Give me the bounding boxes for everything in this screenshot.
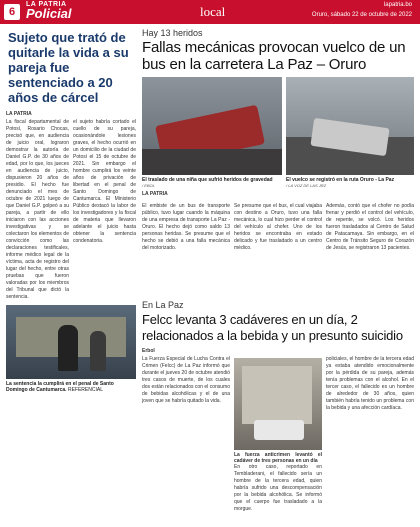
lower-col1: [142, 356, 230, 513]
brand-logo: [26, 1, 72, 20]
page-header: [0, 0, 420, 24]
top-kicker: Hay 13 heridos: [142, 28, 203, 38]
photo-building: [242, 366, 312, 424]
caption-1-credit: / EBOL: [142, 183, 155, 188]
top-body: [142, 203, 414, 252]
lower-story: [142, 300, 414, 513]
page-number: 6: [4, 4, 20, 20]
top-byline: LA PATRIA: [142, 191, 168, 197]
issue-date: Oruro, sábado 22 de octubre de 2022: [311, 12, 412, 18]
left-photo: [6, 305, 136, 379]
top-story: [142, 28, 414, 252]
left-caption-credit: REFERENCIAL: [67, 387, 103, 393]
photo-vehicle: [254, 420, 304, 440]
photo-caption-2: [286, 177, 414, 189]
photo-crowd: [142, 149, 282, 175]
brand-main: Policial: [26, 6, 72, 21]
lower-byline: Erbol: [142, 348, 155, 354]
left-headline[interactable]: Sujeto que trató de quitarle la vida a su pareja fue sentenciado a 20 años de cárcel: [8, 30, 129, 105]
photo-person: [90, 331, 106, 371]
photo-crime-scene: [234, 358, 322, 450]
lower-headline[interactable]: Felcc levanta 3 cadáveres en un día, 2 relacionados a la bebida y un presunto suicidio: [142, 312, 403, 343]
left-col2: el sujeto habría cortado el cuello de su pareja, ocasionándole lesiones graves, el hecho ocurrió en un domicilio de la ciudad de Potosí el 15 de octubre de 2021. Sin embargo el hombre cumplirá los veinte años de privación de libertad en el penal de Santo Domingo de Cantumarca. El Ministerio Público destacó la labor de los investigadores y la fiscal de materia que llevaron adelante el juicio hasta obtener la sentencia condenatoria.: [73, 119, 136, 244]
left-body: [6, 119, 136, 301]
lower-kicker: En La Paz: [142, 300, 184, 310]
left-photo-caption: [6, 381, 136, 393]
photo-rescue: [142, 77, 282, 175]
photo-person: [58, 325, 78, 371]
lower-col2-text: En otro caso, reportado en Tembladerani, el fallecido sería un hombre de la tercera edad, quien habría sufrido una descompensación por la bebida alcohólica. Se informó que el cuerpo fue trasladado a la morgue.: [234, 464, 322, 512]
left-caption-text: La sentencia la cumplirá en el penal de Santo Domingo de Cantumarca.: [6, 381, 114, 393]
lower-body: [142, 356, 414, 513]
caption-2-credit: / LA VOZ DE LAS JRZ: [286, 183, 327, 188]
brand-top: LA PATRIA: [26, 1, 67, 8]
photo-overturned-bus: [286, 77, 414, 175]
caption-1-text: El traslado de una niña que sufrió heridos de gravedad: [142, 177, 273, 183]
left-story: [6, 28, 136, 393]
top-photos: [142, 77, 414, 175]
section-title: local: [200, 4, 226, 19]
caption-2-text: El vuelco se registró en la ruta Oruro - La Paz: [286, 177, 395, 183]
top-col3: Además, contó que el chofer no podía frenar y perdió el control del vehículo, de repente, se volcó. Los heridos fueron trasladados al Centro de Salud de Patacamaya. Sin embargo, en el Centro de Tránsito Seguro de Corazón de Jesús, se registraron 13 pacientes.: [326, 203, 414, 251]
left-col1: La fiscal departamental de Potosí, Rosario Chocas, precisó que, en audiencia de juicio oral, lograron demostrar la autoría de Daniel G.P. de 30 años de edad, por lo que, los jueces en audiencia de juicio, dispusieron 20 años de presidio. El hecho fue denunciado el mes de octubre de 2021 luego de que Daniel G.P. golpeó a su pareja, a partir de ello iniciaron con las acciones investigativas y se colectaron los elementos de convicción como las declaraciones testificales, informe médico legal de la víctima, acta de registro del lugar del hecho, entre otras pruebas que fueron valoradas por los miembros del Tribunal que dictó la sentencia.: [6, 119, 69, 300]
top-col1: El embiste de un bus de transporte público, tuvo lugar cuando la máquina de una empresa de transporte La Paz - Oruro. El hecho dejó como saldo 13 personas heridas. Se presume que el hecho se debió a una falla mecánica del motorizado.: [142, 203, 230, 251]
lower-photo-caption: La fuerza anticrimen levantó el cadáver de tres personas en un día: [234, 452, 322, 464]
top-col2: Se presume que el bus, el cual viajaba con destino a Oruro, tuvo una falla mecánica, lo cual hizo perder el control del vehículo al chofer. Uno de los heridos se encontraba en estado delicado y fue trasladado a un centro médico.: [234, 203, 322, 251]
photo-caption-1: [142, 177, 282, 189]
lower-col1-text: La Fuerza Especial de Lucha Contra el Crimen (Felcc) de La Paz informó que durante el jueves 20 de octubre atendió tres casos de muerte, de los cuales dos están relacionados con el consumo de bebidas alcohólicas y el de una joven que se habría quitado la vida.: [142, 356, 230, 404]
lower-col2: [234, 356, 322, 513]
lower-col3: policiales, el hombre de la tercera edad ya estaba atendido emocionalmente por la pérdida de su pareja, además tenía problemas con el alcohol. En el tercer caso, el fallecido es un hombre de alrededor de 30 años, quien también habría tenido un problema con la bebida y una afección cardíaca.: [326, 356, 414, 411]
top-headline[interactable]: Fallas mecánicas provocan vuelco de un bus en la carretera La Paz – Oruro: [142, 39, 406, 73]
top-photo-captions: [142, 177, 414, 189]
site-link[interactable]: lapatria.bo: [383, 2, 412, 8]
left-byline: LA PATRIA: [6, 111, 32, 117]
